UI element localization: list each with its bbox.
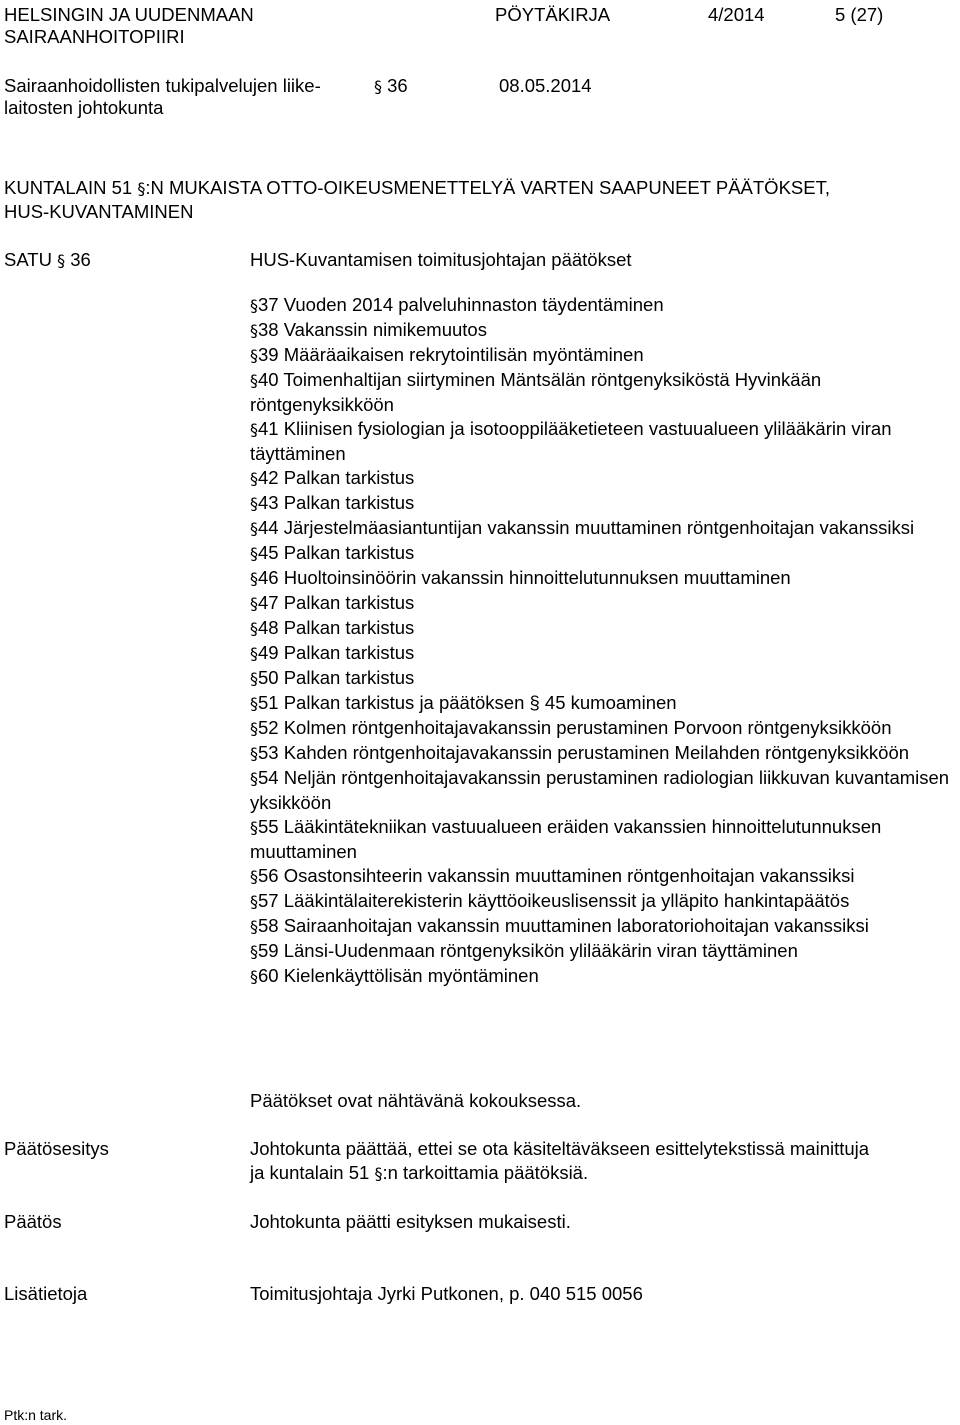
- section-sign-icon: §: [250, 296, 258, 315]
- decision-item: [250, 516, 950, 541]
- proposal-label: Päätösesitys: [4, 1138, 109, 1159]
- section-sign-icon: §: [250, 594, 258, 613]
- decision-item: [250, 815, 950, 864]
- section-sign-icon: §: [250, 469, 258, 488]
- item-code-label: SATU: [4, 249, 52, 270]
- decision-text: Palkan tarkistus: [283, 592, 415, 613]
- proposal-line2: [250, 1161, 950, 1186]
- decision-number: 58: [258, 915, 279, 936]
- decision-item: [250, 566, 950, 591]
- decision-text: Järjestelmäasiantuntijan vakanssin muuttaminen röntgenhoitajan vakanssiksi: [283, 517, 915, 538]
- section-sign-icon: §: [57, 251, 66, 270]
- section-sign-icon: §: [250, 867, 258, 886]
- decision-item: [250, 716, 950, 741]
- decision-text: Palkan tarkistus: [283, 492, 415, 513]
- decision-text: Kielenkäyttölisän myöntäminen: [283, 965, 539, 986]
- decision-text: Sairaanhoitajan vakanssin muuttaminen laboratoriohoitajan vakanssiksi: [283, 915, 869, 936]
- info-label: Lisätietoja: [4, 1283, 88, 1304]
- section-sign-icon: §: [250, 371, 258, 390]
- item-heading: HUS-Kuvantamisen toimitusjohtajan päätökset: [250, 249, 632, 270]
- section-sign-icon: §: [137, 179, 146, 198]
- decision-number: 59: [258, 940, 279, 961]
- decision-text: Toimenhaltijan siirtyminen Mäntsälän röntgenyksiköstä Hyvinkään röntgenyksikköön: [250, 369, 822, 415]
- section-sign-icon: §: [250, 769, 258, 788]
- decision-number: 55: [258, 816, 279, 837]
- organization-name-line1: HELSINGIN JA UUDENMAAN: [4, 4, 254, 25]
- decision-number: 44: [258, 517, 279, 538]
- decision-text: Vuoden 2014 palveluhinnaston täydentäminen: [283, 294, 664, 315]
- title-part-b: :N MUKAISTA OTTO-OIKEUSMENETTELYÄ VARTEN SAAPUNEET PÄÄTÖKSET,: [145, 177, 830, 198]
- decision-item: [250, 293, 950, 318]
- info-text: Toimitusjohtaja Jyrki Putkonen, p. 040 515 0056: [250, 1283, 643, 1304]
- section-sign-icon: §: [250, 719, 258, 738]
- document-title-line1: [4, 176, 830, 201]
- section-sign-icon: §: [374, 77, 382, 96]
- decision-item: [250, 541, 950, 566]
- decision-number: 41: [258, 418, 279, 439]
- section-sign-icon: §: [250, 744, 258, 763]
- decision-text: Kahden röntgenhoitajavakanssin perustaminen Meilahden röntgenyksikköön: [283, 742, 910, 763]
- decision-item: [250, 666, 950, 691]
- decision-item: [250, 417, 950, 466]
- section-sign-icon: §: [250, 694, 258, 713]
- decision-text: Lääkintätekniikan vastuualueen eräiden vakanssien hinnoittelutunnuksen muuttaminen: [250, 816, 882, 862]
- decision-number: 40: [258, 369, 279, 390]
- section-sign-icon: §: [250, 519, 258, 538]
- decision-number: 60: [258, 965, 279, 986]
- organization-name-line2: SAIRAANHOITOPIIRI: [4, 26, 185, 47]
- document-number: 4/2014: [708, 4, 765, 25]
- decision-item: [250, 964, 950, 989]
- section-sign-icon: §: [250, 967, 258, 986]
- section-sign-icon: §: [250, 420, 258, 439]
- section-sign-icon: §: [250, 669, 258, 688]
- proposal-line2-b: :n tarkoittamia päätöksiä.: [382, 1162, 589, 1183]
- decision-item: [250, 466, 950, 491]
- decision-text: Määräaikaisen rekrytointilisän myöntäminen: [283, 344, 644, 365]
- decision-text: Palkan tarkistus: [283, 642, 415, 663]
- section-sign-icon: §: [250, 942, 258, 961]
- proposal-text: [250, 1137, 950, 1186]
- section-sign-icon: §: [250, 619, 258, 638]
- section-sign-icon: §: [250, 917, 258, 936]
- document-type: PÖYTÄKIRJA: [495, 4, 611, 25]
- section-sign-icon: §: [250, 544, 258, 563]
- item-code: [4, 248, 91, 273]
- decision-item: [250, 691, 950, 716]
- decision-text: Neljän röntgenhoitajavakanssin perustaminen radiologian liikkuvan kuvantamisen yksikköön: [250, 767, 950, 813]
- section-sign-icon: §: [250, 892, 258, 911]
- decision-text: Palkan tarkistus: [283, 467, 415, 488]
- decision-item: [250, 641, 950, 666]
- decision-number: 52: [258, 717, 279, 738]
- decision-item: [250, 318, 950, 343]
- decision-number: 42: [258, 467, 279, 488]
- decision-text: Palkan tarkistus ja päätöksen § 45 kumoaminen: [283, 692, 677, 713]
- decision-item: [250, 889, 950, 914]
- decision-label: Päätös: [4, 1211, 62, 1232]
- decision-list: [250, 293, 950, 989]
- decision-text: Vakanssin nimikemuutos: [283, 319, 487, 340]
- decision-item: [250, 343, 950, 368]
- decision-text: Kolmen röntgenhoitajavakanssin perustaminen Porvoon röntgenyksikköön: [283, 717, 892, 738]
- decision-number: 49: [258, 642, 279, 663]
- decision-number: 56: [258, 865, 279, 886]
- section-sign-icon: §: [250, 346, 258, 365]
- decision-number: 51: [258, 692, 279, 713]
- proposal-line2-a: ja kuntalain 51: [250, 1162, 370, 1183]
- decision-text: Osastonsihteerin vakanssin muuttaminen röntgenhoitajan vakanssiksi: [283, 865, 855, 886]
- decision-number: 53: [258, 742, 279, 763]
- decision-text: Huoltoinsinöörin vakanssin hinnoittelutunnuksen muuttaminen: [283, 567, 791, 588]
- decision-text: Johtokunta päätti esityksen mukaisesti.: [250, 1211, 571, 1232]
- decisions-note: Päätökset ovat nähtävänä kokouksessa.: [250, 1090, 582, 1111]
- decision-number: 47: [258, 592, 279, 613]
- board-name-line2: laitosten johtokunta: [4, 97, 164, 118]
- page-number: 5 (27): [835, 4, 884, 25]
- proposal-line1: Johtokunta päättää, ettei se ota käsiteltäväkseen esittelytekstissä mainittuja: [250, 1138, 870, 1159]
- decision-text: Palkan tarkistus: [283, 617, 415, 638]
- section-sign-icon: §: [374, 1164, 383, 1183]
- section-sign-icon: §: [250, 644, 258, 663]
- decision-number: 39: [258, 344, 279, 365]
- section-sign-icon: §: [250, 494, 258, 513]
- decision-number: 54: [258, 767, 279, 788]
- item-number: 36: [70, 249, 91, 270]
- decision-number: 46: [258, 567, 279, 588]
- decision-item: [250, 766, 950, 815]
- decision-number: 50: [258, 667, 279, 688]
- document-title-line2: HUS-KUVANTAMINEN: [4, 201, 194, 222]
- decision-number: 37: [258, 294, 279, 315]
- decision-text: Palkan tarkistus: [283, 667, 415, 688]
- decision-item: [250, 616, 950, 641]
- decision-text: Lääkintälaiterekisterin käyttöoikeuslisenssit ja ylläpito hankintapäätös: [283, 890, 850, 911]
- section-sign-icon: §: [250, 321, 258, 340]
- title-part-a: KUNTALAIN 51: [4, 177, 133, 198]
- decision-item: [250, 864, 950, 889]
- decision-item: [250, 591, 950, 616]
- decision-item: [250, 939, 950, 964]
- section-number: 36: [387, 75, 408, 96]
- decision-text: Palkan tarkistus: [283, 542, 415, 563]
- decision-number: 43: [258, 492, 279, 513]
- decision-number: 38: [258, 319, 279, 340]
- decision-text: Kliinisen fysiologian ja isotooppilääketieteen vastuualueen ylilääkärin viran täyttäminen: [250, 418, 892, 464]
- section-sign-icon: §: [250, 569, 258, 588]
- decision-text: Länsi-Uudenmaan röntgenyksikön ylilääkärin viran täyttäminen: [283, 940, 798, 961]
- decision-item: [250, 914, 950, 939]
- decision-item: [250, 491, 950, 516]
- section-reference: [374, 75, 408, 98]
- decision-item: [250, 741, 950, 766]
- section-sign-icon: §: [250, 818, 258, 837]
- decision-number: 57: [258, 890, 279, 911]
- minutes-check-label: Ptk:n tark.: [4, 1407, 68, 1423]
- decision-number: 48: [258, 617, 279, 638]
- board-name-line1: Sairaanhoidollisten tukipalvelujen liike-: [4, 75, 321, 96]
- decision-item: [250, 368, 950, 417]
- decision-number: 45: [258, 542, 279, 563]
- meeting-date: 08.05.2014: [499, 75, 592, 96]
